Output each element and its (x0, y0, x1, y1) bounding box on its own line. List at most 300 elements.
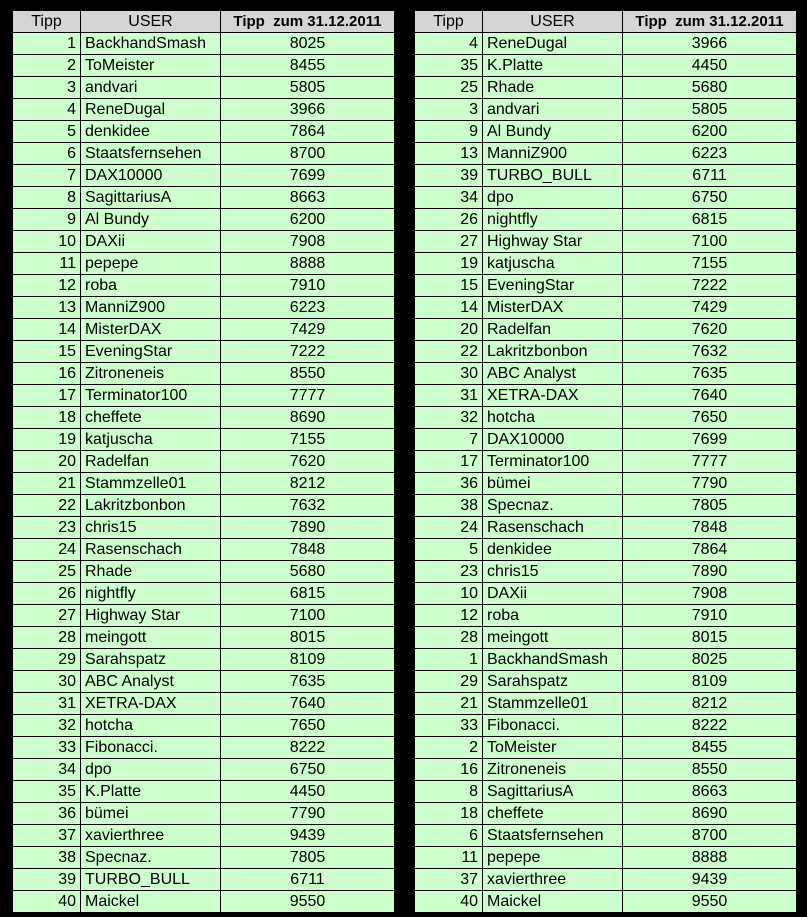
table-row (415, 847, 797, 869)
rank-cell: 22 (415, 341, 483, 363)
table-row (415, 143, 797, 165)
rank-cell: 27 (13, 605, 81, 627)
table-row (415, 407, 797, 429)
value-cell: 3966 (623, 33, 797, 55)
value-cell: 5805 (623, 99, 797, 121)
user-cell: ABC Analyst (81, 671, 221, 693)
header-tipp-number: Tipp (415, 11, 483, 33)
table-row (13, 495, 395, 517)
user-cell: BackhandSmash (81, 33, 221, 55)
table-row (415, 341, 797, 363)
table-header-row (415, 11, 797, 33)
value-cell: 5680 (221, 561, 395, 583)
user-cell: DAX10000 (483, 429, 623, 451)
rank-cell: 11 (13, 253, 81, 275)
table-row (13, 209, 395, 231)
rank-cell: 36 (13, 803, 81, 825)
value-cell: 8222 (623, 715, 797, 737)
user-cell: pepepe (81, 253, 221, 275)
value-cell: 5680 (623, 77, 797, 99)
value-cell: 8212 (623, 693, 797, 715)
user-cell: Rasenschach (81, 539, 221, 561)
table-row (13, 825, 395, 847)
value-cell: 8109 (623, 671, 797, 693)
table-row (13, 297, 395, 319)
rank-cell: 27 (415, 231, 483, 253)
value-cell: 6711 (623, 165, 797, 187)
rank-cell: 16 (13, 363, 81, 385)
value-cell: 9550 (623, 891, 797, 913)
table-row (415, 363, 797, 385)
value-cell: 8212 (221, 473, 395, 495)
table-row (13, 407, 395, 429)
table-row (13, 363, 395, 385)
value-cell: 7429 (221, 319, 395, 341)
user-cell: Zitroneneis (81, 363, 221, 385)
rank-cell: 12 (13, 275, 81, 297)
table-row (13, 847, 395, 869)
user-cell: ToMeister (483, 737, 623, 759)
rank-cell: 30 (415, 363, 483, 385)
table-row (415, 385, 797, 407)
user-cell: roba (483, 605, 623, 627)
rank-cell: 35 (415, 55, 483, 77)
table-row (13, 341, 395, 363)
rank-cell: 4 (415, 33, 483, 55)
rank-cell: 16 (415, 759, 483, 781)
user-cell: meingott (81, 627, 221, 649)
rank-cell: 26 (13, 583, 81, 605)
rank-cell: 11 (415, 847, 483, 869)
rank-cell: 21 (415, 693, 483, 715)
user-cell: K.Platte (81, 781, 221, 803)
user-cell: Highway Star (81, 605, 221, 627)
table-header-row (13, 11, 395, 33)
user-cell: bümei (483, 473, 623, 495)
value-cell: 7635 (623, 363, 797, 385)
user-cell: xavierthree (483, 869, 623, 891)
user-cell: denkidee (81, 121, 221, 143)
header-tipp-value: Tipp zum 31.12.2011 (221, 11, 395, 33)
user-cell: Staatsfernsehen (483, 825, 623, 847)
value-cell: 8663 (623, 781, 797, 803)
value-cell: 7777 (221, 385, 395, 407)
rank-cell: 37 (415, 869, 483, 891)
rank-cell: 9 (415, 121, 483, 143)
value-cell: 7699 (623, 429, 797, 451)
value-cell: 7908 (623, 583, 797, 605)
table-row (13, 55, 395, 77)
table-row (13, 275, 395, 297)
value-cell: 8888 (221, 253, 395, 275)
value-cell: 7429 (623, 297, 797, 319)
value-cell: 6750 (623, 187, 797, 209)
value-cell: 4450 (221, 781, 395, 803)
value-cell: 8663 (221, 187, 395, 209)
user-cell: DAXii (81, 231, 221, 253)
value-cell: 9550 (221, 891, 395, 913)
table-row (13, 429, 395, 451)
table-row (13, 803, 395, 825)
value-cell: 8025 (221, 33, 395, 55)
rank-cell: 33 (13, 737, 81, 759)
table-row (415, 561, 797, 583)
table-row (13, 253, 395, 275)
value-cell: 6711 (221, 869, 395, 891)
user-cell: Staatsfernsehen (81, 143, 221, 165)
rank-cell: 31 (13, 693, 81, 715)
user-cell: ReneDugal (483, 33, 623, 55)
value-cell: 5805 (221, 77, 395, 99)
rank-cell: 2 (415, 737, 483, 759)
header-user: USER (483, 11, 623, 33)
user-cell: ReneDugal (81, 99, 221, 121)
table-row (13, 451, 395, 473)
user-cell: chris15 (81, 517, 221, 539)
rank-cell: 14 (415, 297, 483, 319)
rank-cell: 10 (415, 583, 483, 605)
rank-cell: 32 (415, 407, 483, 429)
rank-cell: 19 (13, 429, 81, 451)
table-row (13, 143, 395, 165)
user-cell: Maickel (81, 891, 221, 913)
rank-cell: 6 (415, 825, 483, 847)
user-cell: Rhade (81, 561, 221, 583)
value-cell: 8700 (623, 825, 797, 847)
table-row (415, 473, 797, 495)
value-cell: 7650 (623, 407, 797, 429)
rank-cell: 13 (415, 143, 483, 165)
table-row (415, 517, 797, 539)
value-cell: 9439 (221, 825, 395, 847)
tipp-table-by-value (414, 10, 797, 913)
table-row (415, 451, 797, 473)
rank-cell: 18 (415, 803, 483, 825)
value-cell: 7790 (623, 473, 797, 495)
value-cell: 6815 (623, 209, 797, 231)
value-cell: 7848 (623, 517, 797, 539)
user-cell: Specnaz. (81, 847, 221, 869)
user-cell: katjuscha (81, 429, 221, 451)
user-cell: MisterDAX (81, 319, 221, 341)
user-cell: MisterDAX (483, 297, 623, 319)
value-cell: 7805 (623, 495, 797, 517)
user-cell: Terminator100 (81, 385, 221, 407)
user-cell: dpo (81, 759, 221, 781)
value-cell: 4450 (623, 55, 797, 77)
rank-cell: 36 (415, 473, 483, 495)
rank-cell: 8 (13, 187, 81, 209)
value-cell: 6223 (623, 143, 797, 165)
rank-cell: 29 (415, 671, 483, 693)
value-cell: 7848 (221, 539, 395, 561)
user-cell: bümei (81, 803, 221, 825)
value-cell: 8700 (221, 143, 395, 165)
rank-cell: 34 (13, 759, 81, 781)
table-row (415, 693, 797, 715)
rank-cell: 40 (13, 891, 81, 913)
user-cell: Stammzelle01 (483, 693, 623, 715)
value-cell: 7910 (221, 275, 395, 297)
rank-cell: 24 (415, 517, 483, 539)
user-cell: Radelfan (483, 319, 623, 341)
table-body (415, 33, 797, 913)
rank-cell: 24 (13, 539, 81, 561)
table-row (13, 33, 395, 55)
value-cell: 8455 (623, 737, 797, 759)
user-cell: Al Bundy (81, 209, 221, 231)
table-row (13, 693, 395, 715)
rank-cell: 40 (415, 891, 483, 913)
value-cell: 6200 (623, 121, 797, 143)
user-cell: xavierthree (81, 825, 221, 847)
table-row (415, 737, 797, 759)
value-cell: 7908 (221, 231, 395, 253)
header-user: USER (81, 11, 221, 33)
rank-cell: 10 (13, 231, 81, 253)
value-cell: 8109 (221, 649, 395, 671)
header-tipp-value: Tipp zum 31.12.2011 (623, 11, 797, 33)
value-cell: 8690 (623, 803, 797, 825)
table-row (415, 429, 797, 451)
table-row (415, 33, 797, 55)
rank-cell: 21 (13, 473, 81, 495)
value-cell: 7640 (221, 693, 395, 715)
rank-cell: 28 (415, 627, 483, 649)
user-cell: Fibonacci. (483, 715, 623, 737)
rank-cell: 28 (13, 627, 81, 649)
rank-cell: 20 (13, 451, 81, 473)
table-row (415, 275, 797, 297)
table-body (13, 33, 395, 913)
rank-cell: 2 (13, 55, 81, 77)
rank-cell: 35 (13, 781, 81, 803)
user-cell: Sarahspatz (483, 671, 623, 693)
user-cell: DAX10000 (81, 165, 221, 187)
rank-cell: 32 (13, 715, 81, 737)
value-cell: 7632 (221, 495, 395, 517)
table-row (415, 231, 797, 253)
value-cell: 7635 (221, 671, 395, 693)
table-row (13, 869, 395, 891)
rank-cell: 15 (13, 341, 81, 363)
rank-cell: 37 (13, 825, 81, 847)
user-cell: DAXii (483, 583, 623, 605)
rank-cell: 39 (13, 869, 81, 891)
user-cell: Lakritzbonbon (483, 341, 623, 363)
user-cell: ManniZ900 (81, 297, 221, 319)
value-cell: 8888 (623, 847, 797, 869)
rank-cell: 3 (415, 99, 483, 121)
rank-cell: 1 (415, 649, 483, 671)
user-cell: cheffete (483, 803, 623, 825)
user-cell: Radelfan (81, 451, 221, 473)
table-row (13, 583, 395, 605)
user-cell: andvari (81, 77, 221, 99)
user-cell: cheffete (81, 407, 221, 429)
rank-cell: 1 (13, 33, 81, 55)
table-row (415, 583, 797, 605)
rank-cell: 39 (415, 165, 483, 187)
user-cell: ManniZ900 (483, 143, 623, 165)
value-cell: 7777 (623, 451, 797, 473)
table-row (13, 605, 395, 627)
value-cell: 6815 (221, 583, 395, 605)
user-cell: EveningStar (81, 341, 221, 363)
table-row (13, 649, 395, 671)
user-cell: BackhandSmash (483, 649, 623, 671)
table-row (415, 187, 797, 209)
table-row (13, 891, 395, 913)
value-cell: 8455 (221, 55, 395, 77)
table-row (13, 671, 395, 693)
rank-cell: 38 (415, 495, 483, 517)
table-row (415, 539, 797, 561)
value-cell: 7100 (623, 231, 797, 253)
user-cell: roba (81, 275, 221, 297)
rank-cell: 31 (415, 385, 483, 407)
rank-cell: 8 (415, 781, 483, 803)
table-row (415, 77, 797, 99)
rank-cell: 5 (13, 121, 81, 143)
table-row (13, 781, 395, 803)
rank-cell: 3 (13, 77, 81, 99)
value-cell: 7864 (221, 121, 395, 143)
table-row (415, 715, 797, 737)
value-cell: 7890 (623, 561, 797, 583)
table-row (13, 539, 395, 561)
user-cell: katjuscha (483, 253, 623, 275)
value-cell: 7650 (221, 715, 395, 737)
rank-cell: 30 (13, 671, 81, 693)
user-cell: Al Bundy (483, 121, 623, 143)
value-cell: 7890 (221, 517, 395, 539)
table-row (13, 121, 395, 143)
table-row (13, 737, 395, 759)
user-cell: nightfly (81, 583, 221, 605)
table-row (415, 759, 797, 781)
value-cell: 8222 (221, 737, 395, 759)
user-cell: chris15 (483, 561, 623, 583)
user-cell: ABC Analyst (483, 363, 623, 385)
table-row (13, 517, 395, 539)
value-cell: 8550 (221, 363, 395, 385)
rank-cell: 17 (415, 451, 483, 473)
rank-cell: 15 (415, 275, 483, 297)
value-cell: 8015 (623, 627, 797, 649)
user-cell: meingott (483, 627, 623, 649)
value-cell: 6200 (221, 209, 395, 231)
value-cell: 7790 (221, 803, 395, 825)
rank-cell: 34 (415, 187, 483, 209)
rank-cell: 29 (13, 649, 81, 671)
table-row (415, 825, 797, 847)
table-row (13, 385, 395, 407)
value-cell: 7155 (623, 253, 797, 275)
table-row (415, 781, 797, 803)
value-cell: 7222 (221, 341, 395, 363)
user-cell: SagittariusA (483, 781, 623, 803)
table-row (415, 165, 797, 187)
table-row (415, 99, 797, 121)
table-row (415, 803, 797, 825)
user-cell: Terminator100 (483, 451, 623, 473)
value-cell: 7864 (623, 539, 797, 561)
value-cell: 6223 (221, 297, 395, 319)
table-row (415, 253, 797, 275)
value-cell: 7640 (623, 385, 797, 407)
tipp-table-by-rank (12, 10, 395, 913)
value-cell: 7100 (221, 605, 395, 627)
rank-cell: 12 (415, 605, 483, 627)
value-cell: 6750 (221, 759, 395, 781)
user-cell: hotcha (483, 407, 623, 429)
user-cell: Sarahspatz (81, 649, 221, 671)
rank-cell: 23 (13, 517, 81, 539)
rank-cell: 20 (415, 319, 483, 341)
value-cell: 7632 (623, 341, 797, 363)
user-cell: Rasenschach (483, 517, 623, 539)
table-row (13, 759, 395, 781)
table-row (13, 77, 395, 99)
rank-cell: 18 (13, 407, 81, 429)
rank-cell: 26 (415, 209, 483, 231)
rank-cell: 7 (13, 165, 81, 187)
table-row (415, 121, 797, 143)
rank-cell: 33 (415, 715, 483, 737)
rank-cell: 4 (13, 99, 81, 121)
table-row (415, 627, 797, 649)
value-cell: 7699 (221, 165, 395, 187)
user-cell: XETRA-DAX (483, 385, 623, 407)
rank-cell: 38 (13, 847, 81, 869)
table-row (13, 561, 395, 583)
rank-cell: 22 (13, 495, 81, 517)
user-cell: Fibonacci. (81, 737, 221, 759)
value-cell: 9439 (623, 869, 797, 891)
user-cell: SagittariusA (81, 187, 221, 209)
user-cell: TURBO_BULL (81, 869, 221, 891)
rank-cell: 23 (415, 561, 483, 583)
table-row (13, 187, 395, 209)
table-row (13, 627, 395, 649)
rank-cell: 13 (13, 297, 81, 319)
rank-cell: 25 (415, 77, 483, 99)
rank-cell: 6 (13, 143, 81, 165)
rank-cell: 17 (13, 385, 81, 407)
table-row (415, 891, 797, 913)
table-row (415, 869, 797, 891)
user-cell: Lakritzbonbon (81, 495, 221, 517)
table-row (415, 55, 797, 77)
table-row (13, 319, 395, 341)
table-row (13, 231, 395, 253)
user-cell: dpo (483, 187, 623, 209)
table-row (415, 319, 797, 341)
user-cell: EveningStar (483, 275, 623, 297)
table-row (415, 297, 797, 319)
table-row (13, 99, 395, 121)
user-cell: Maickel (483, 891, 623, 913)
value-cell: 8550 (623, 759, 797, 781)
value-cell: 7910 (623, 605, 797, 627)
user-cell: Stammzelle01 (81, 473, 221, 495)
user-cell: Zitroneneis (483, 759, 623, 781)
value-cell: 7155 (221, 429, 395, 451)
table-row (415, 671, 797, 693)
value-cell: 8015 (221, 627, 395, 649)
value-cell: 7620 (623, 319, 797, 341)
